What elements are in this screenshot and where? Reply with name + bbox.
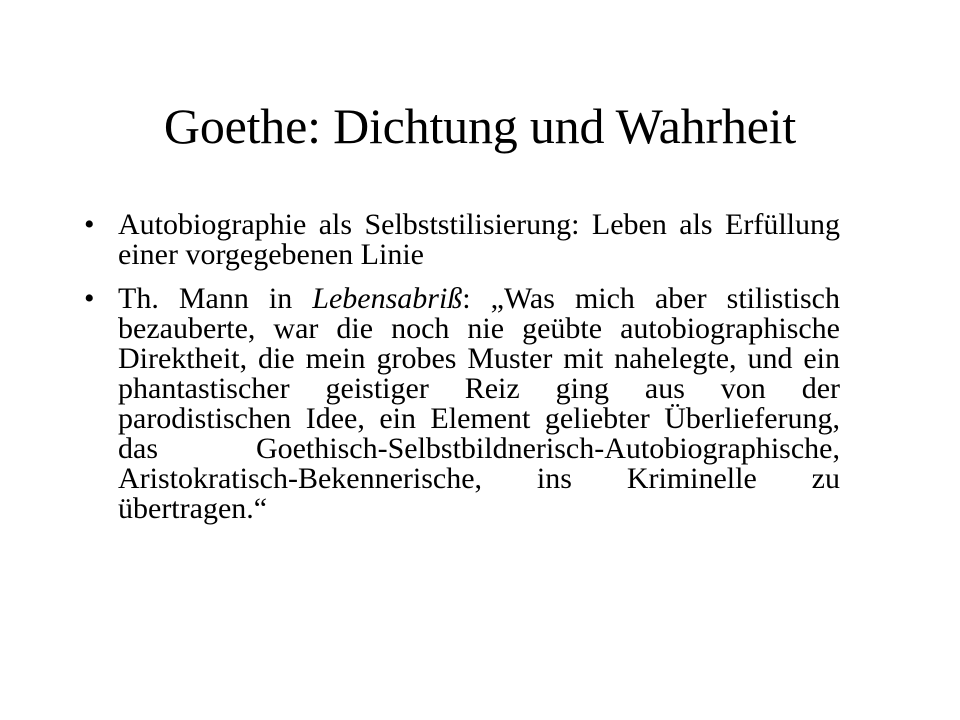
- bullet-item-autobiography: [80, 210, 840, 270]
- book-title-italic: Lebensabriß: [312, 282, 463, 315]
- slide-bullet-list: [80, 210, 840, 538]
- slide-title: Goethe: Dichtung und Wahrheit: [163, 98, 797, 154]
- bullet-text-quote: : „Was mich aber stilistisch bezauberte, war die noch nie geübte autobiographische Direktheit, die mein grobes Muster mit nahelegte, und ein phantastischer geistiger Reiz ging aus von der parodistischen Idee, ein Element geliebter Überlieferung, das Goethisch-Selbstbildnerisch-Autobiographische, Aristokratisch-Bekennerische, ins Kriminelle zu übertragen.“: [118, 282, 840, 525]
- bullet-text-prefix: Th. Mann in: [118, 282, 313, 315]
- bullet-text: Autobiographie als Selbststilisierung: Leben als Erfüllung einer vorgegebenen Linie: [118, 208, 840, 271]
- bullet-icon: •: [84, 282, 95, 315]
- bullet-icon: •: [84, 208, 95, 241]
- bullet-item-thomas-mann-quote: [80, 284, 840, 524]
